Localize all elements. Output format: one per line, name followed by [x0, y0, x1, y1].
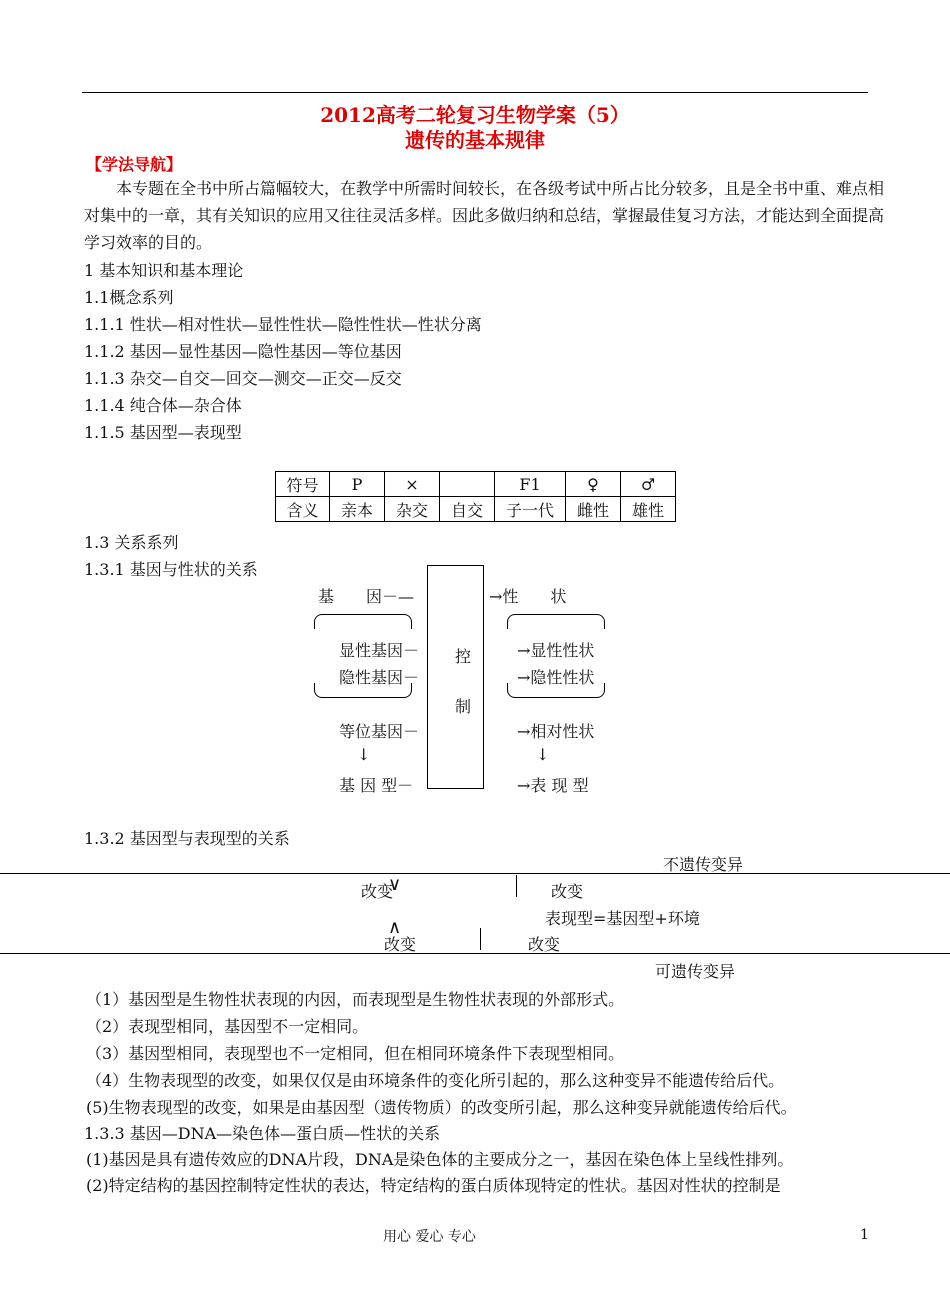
brace-icon — [507, 683, 605, 698]
point-item: (1)基因是具有遗传效应的DNA片段，DNA是染色体的主要成分之一，基因在染色体上呈线性排列。 — [86, 1150, 794, 1169]
outline-item: 1 基本知识和基本理论 — [84, 261, 244, 280]
section-heading: 1.3.3 基因—DNA—染色体—蛋白质—性状的关系 — [84, 1124, 441, 1143]
brace-icon — [314, 683, 412, 698]
recessive-gene-label: 隐性基因－ — [339, 668, 420, 687]
outline-item: 1.1.3 杂交—自交—回交—测交—正交—反交 — [84, 369, 402, 388]
change-label: 改变 — [384, 935, 417, 954]
divider-line — [516, 875, 517, 897]
table-cell: × — [385, 472, 440, 497]
genotype-label: 基 因 型－ — [339, 776, 414, 795]
header-rule — [82, 92, 868, 93]
table-cell: 杂交 — [385, 497, 440, 522]
page-number: 1 — [860, 1227, 869, 1243]
up-chevron-icon: ∧ — [388, 917, 402, 938]
gene-label: 基 因－— — [318, 587, 415, 606]
table-cell: 自交 — [440, 497, 495, 522]
recessive-trait-label: →隐性性状 — [517, 668, 595, 687]
table-cell: F1 — [495, 472, 566, 497]
relative-trait-label: →相对性状 — [517, 722, 595, 741]
page-subtitle: 遗传的基本规律 — [405, 128, 545, 152]
nav-heading: 【学法导航】 — [86, 155, 183, 174]
outline-item: 1.1概念系列 — [84, 288, 174, 307]
table-cell: 符号 — [276, 472, 330, 497]
table-cell: ♂ — [621, 472, 676, 497]
non-heritable-label: 不遗传变异 — [663, 855, 744, 874]
table-row — [276, 497, 676, 522]
table-cell: 含义 — [276, 497, 330, 522]
outline-item: 1.1.2 基因—显性基因—隐性基因—等位基因 — [84, 342, 402, 361]
divider-line — [480, 928, 481, 950]
point-item: （3）基因型相同，表现型也不一定相同，但在相同环境条件下表现型相同。 — [86, 1044, 625, 1063]
page-title: 2012高考二轮复习生物学案（5） — [320, 103, 630, 127]
point-item: (2)特定结构的基因控制特定性状的表达，特定结构的蛋白质体现特定的性状。基因对性状的控制是 — [86, 1176, 781, 1195]
down-arrow-icon: ↓ — [357, 745, 371, 764]
control-box — [427, 565, 484, 789]
trait-label: →性 状 — [489, 587, 567, 606]
change-label: 改变 — [528, 935, 561, 954]
section-heading: 1.3.1 基因与性状的关系 — [84, 560, 258, 579]
outline-item: 1.1.5 基因型—表现型 — [84, 423, 242, 442]
phenotype-label: →表 现 型 — [517, 776, 589, 795]
point-item: （4）生物表现型的改变，如果仅仅是由环境条件的变化所引起的，那么这种变异不能遗传给后代。 — [86, 1071, 785, 1090]
symbol-table — [275, 471, 676, 522]
table-cell: 子一代 — [495, 497, 566, 522]
table-cell: P — [330, 472, 385, 497]
control-char: 控 — [455, 647, 472, 666]
allele-label: 等位基因－ — [339, 722, 420, 741]
point-item: (5)生物表现型的改变，如果是由基因型（遗传物质）的改变所引起，那么这种变异就能遗传给后代。 — [86, 1098, 797, 1117]
table-cell — [440, 472, 495, 497]
brace-icon — [507, 614, 605, 629]
table-cell: ♀ — [566, 472, 621, 497]
dominant-gene-label: 显性基因－ — [339, 641, 420, 660]
dominant-trait-label: →显性性状 — [517, 641, 595, 660]
table-cell: 雌性 — [566, 497, 621, 522]
table-cell: 雄性 — [621, 497, 676, 522]
intro-paragraph — [84, 175, 884, 256]
table-cell: 亲本 — [330, 497, 385, 522]
divider-line — [0, 873, 950, 874]
brace-icon — [314, 614, 412, 629]
intro-text: 本专题在全书中所占篇幅较大，在教学中所需时间较长，在各级考试中所占比分较多，且是全书中重、难点相对集中的一章，其有关知识的应用又往往灵活多样。因此多做归纳和总结，掌握最佳复习方法，才能达到全面提高学习效率的目的。 — [84, 179, 885, 252]
footer-text: 用心 爱心 专心 — [383, 1229, 476, 1245]
formula-text: 表现型=基因型+环境 — [545, 909, 700, 928]
point-item: （1）基因型是生物性状表现的内因，而表现型是生物性状表现的外部形式。 — [86, 990, 625, 1009]
divider-line — [0, 953, 950, 954]
section-heading: 1.3 关系系列 — [84, 533, 179, 552]
section-heading: 1.3.2 基因型与表现型的关系 — [84, 829, 290, 848]
heritable-label: 可遗传变异 — [655, 962, 736, 981]
change-label: 改变 — [361, 882, 394, 901]
down-arrow-icon: ↓ — [536, 745, 550, 764]
outline-item: 1.1.1 性状—相对性状—显性性状—隐性性状—性状分离 — [84, 315, 482, 334]
down-chevron-icon: ∨ — [388, 874, 402, 895]
table-row — [276, 472, 676, 497]
outline-item: 1.1.4 纯合体—杂合体 — [84, 396, 242, 415]
point-item: （2）表现型相同，基因型不一定相同。 — [86, 1017, 369, 1036]
control-char: 制 — [455, 697, 472, 716]
change-label: 改变 — [551, 882, 584, 901]
